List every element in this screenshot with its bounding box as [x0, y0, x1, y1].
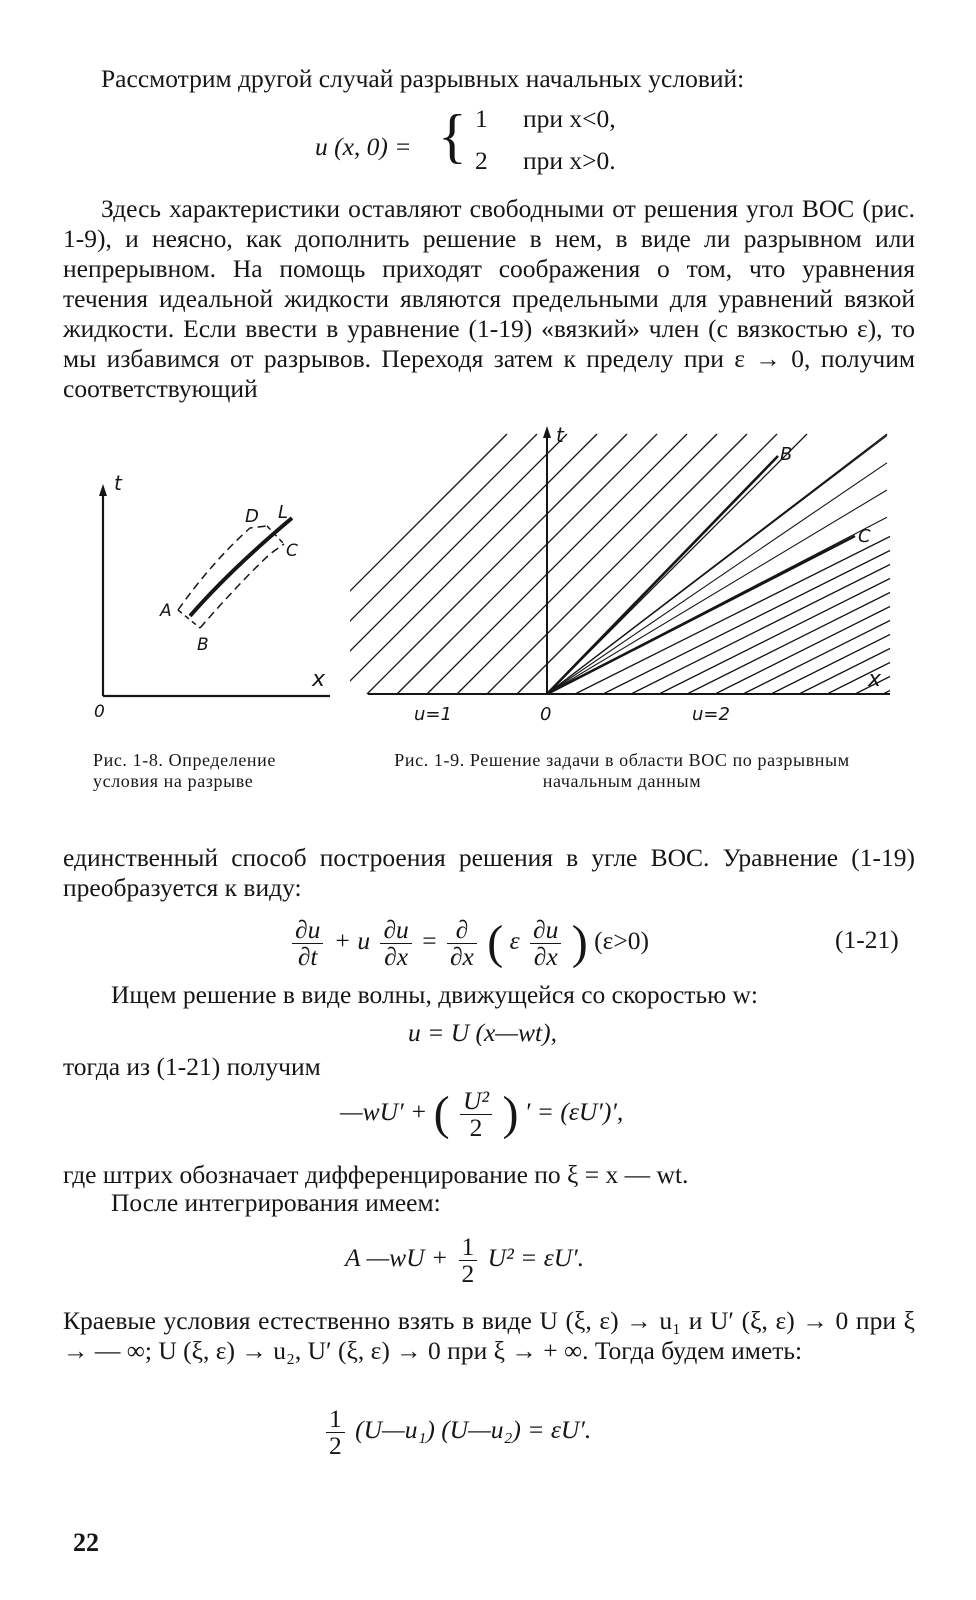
case1-condition: при x<0,: [523, 104, 616, 133]
fig9-characteristics: [350, 434, 890, 694]
eq-deriv-lhs: —wU′ +: [340, 1097, 428, 1126]
fig9-right-characteristic: [715, 607, 890, 695]
paragraph-then-from: тогда из (1-21) получим: [63, 1052, 321, 1081]
paragraph-prime-meaning: где штрих обозначает дифференцирование по ξ = x — wt.: [63, 1160, 689, 1189]
fig9-ray-OC: [547, 536, 855, 694]
fig9-label-B: B: [780, 444, 793, 465]
eq-final-rhs: (U—u₁) (U—u₂) = εU′.: [355, 1415, 592, 1444]
fig9-label-u2: u=2: [692, 704, 730, 725]
figure-1-8-caption: Рис. 1-8. Определение условия на разрыве: [93, 750, 276, 791]
paragraph-characteristics: Здесь характеристики оставляют свободными от решения угол BOC (рис. 1-9), и неясно, как дополнить решение в нем, в виде ли разрывном или непрерывном. На помощь приходят соображения о том, что уравнения течения идеальной жидкости являются предельными для уравнений вязкой жидкости. Если ввести в уравнение (1-19) «вязкий» член (с вязкостью ε), то мы избавимся от разрывов. Переходя затем к пределу при ε → 0, получим соответствующий: [63, 194, 915, 403]
eq-int-rhs: U² = εU′.: [487, 1243, 585, 1272]
eq121-den2: ∂x: [384, 941, 409, 971]
fig8-t-label: t: [114, 471, 122, 495]
paragraph-wave-solution: Ищем решение в виде волны, движущейся со скоростью w:: [111, 980, 759, 1009]
paragraph-after-integration: После интегрирования имеем:: [111, 1188, 441, 1217]
fig9-t-arrow: [543, 426, 551, 438]
left-brace: {: [438, 103, 467, 169]
fig8-dashed-bottom-edge: [178, 610, 200, 628]
eq-deriv-rhs: ′ = (εU′)′,: [524, 1097, 624, 1126]
eq-deriv-right-paren: ): [502, 1087, 519, 1141]
eq121-den4: ∂x: [533, 941, 558, 971]
fig8-label-C: C: [286, 541, 298, 561]
fig8-label-D: D: [245, 506, 259, 527]
eq-deriv-left-paren: (: [433, 1087, 450, 1141]
eq121-num1: ∂u: [292, 917, 323, 944]
fig9-origin-label: 0: [540, 704, 552, 725]
case1-value: 1: [475, 104, 488, 133]
fig9-t-label: t: [556, 423, 564, 447]
fig9-ray-OB: [547, 456, 778, 694]
eq121-right-paren: ): [571, 916, 588, 970]
fig9-right-characteristic: [659, 579, 890, 695]
fig8-discontinuity-line: [190, 518, 292, 616]
fig8-label-B: B: [197, 635, 209, 655]
fig9-left-characteristic: [427, 434, 687, 694]
figure-1-9-caption: [352, 750, 892, 792]
intro-text: Рассмотрим другой случай разрывных начальных условий:: [101, 64, 745, 93]
eq121-num3: ∂: [447, 917, 477, 944]
fig9-x-label: x: [868, 667, 882, 692]
eq-deriv-num: U²: [460, 1088, 492, 1115]
equation-integrated: [345, 1228, 584, 1288]
eq121-equals: =: [422, 926, 437, 955]
fig9-label-C: C: [858, 526, 871, 547]
eq121-eps: ε: [509, 926, 520, 955]
fig8-dashed-upper-boundary: [178, 526, 267, 610]
figure-1-9: [350, 418, 900, 728]
fig9-left-characteristic: [457, 434, 717, 694]
equation-number-1-21: (1-21): [835, 925, 899, 954]
fig9-left-characteristic: [350, 434, 507, 694]
eq121-den3: ∂x: [449, 941, 474, 971]
fig9-left-characteristic: [350, 434, 537, 694]
fig9-caption-prefix: Рис. 1-9.: [394, 750, 465, 770]
eq121-left-paren: (: [487, 916, 504, 970]
equation-wave: u = U (x—wt),: [408, 1018, 557, 1047]
eq121-num2: ∂u: [380, 917, 411, 944]
fig8-origin-label: 0: [94, 702, 105, 722]
eq121-den1: ∂t: [297, 941, 318, 971]
fig9-fan-line: [547, 436, 887, 694]
eq121-num4: ∂u: [530, 917, 561, 944]
fig8-t-arrow: [99, 484, 107, 496]
case2-condition: при x>0.: [523, 146, 616, 175]
equation-1-21: [288, 908, 649, 974]
fig9-left-characteristic: [350, 434, 597, 694]
eq-int-den: 2: [461, 1258, 475, 1288]
eq-int-num: 1: [459, 1234, 478, 1261]
fig8-label-L: L: [278, 502, 289, 523]
fig9-right-characteristic: [603, 551, 890, 695]
fig9-left-characteristic: [397, 434, 657, 694]
fig9-left-characteristic: [367, 434, 627, 694]
eq121-plus-u: + u: [333, 926, 371, 955]
initial-condition-lhs: u (x, 0) =: [315, 132, 412, 161]
fig8-dashed-lower-boundary: [200, 544, 284, 628]
page-number: 22: [73, 1528, 99, 1557]
fig8-label-A: A: [160, 601, 172, 621]
eq-final-num: 1: [326, 1406, 345, 1433]
fig9-caption-text: Решение задачи в области BOC по разрывным начальным данным: [469, 750, 850, 791]
fig9-left-characteristic: [350, 434, 567, 694]
eq-int-lhs: A —wU +: [345, 1243, 449, 1272]
case2-value: 2: [475, 146, 488, 175]
eq121-condition: (ε>0): [594, 926, 649, 955]
paragraph-boundary-conditions: Краевые условия естественно взять в виде U (ξ, ε) → u₁ и U′ (ξ, ε) → 0 при ξ → — ∞; U (ξ, ε) → u₂, U′ (ξ, ε) → 0 при ξ → + ∞. Тогда будем иметь:: [63, 1306, 915, 1365]
fig8-x-label: x: [312, 667, 326, 692]
eq-deriv-den: 2: [469, 1112, 483, 1142]
equation-final: [322, 1400, 591, 1460]
equation-derivative: [340, 1082, 623, 1142]
figure-1-8: [80, 470, 340, 730]
fig9-label-u1: u=1: [414, 704, 452, 725]
fig9-fan-line: [547, 463, 887, 694]
paragraph-unique-method: единственный способ построения решения в угле BOC. Уравнение (1-19) преобразуется к виду:: [63, 843, 915, 902]
eq-final-den: 2: [329, 1430, 342, 1460]
